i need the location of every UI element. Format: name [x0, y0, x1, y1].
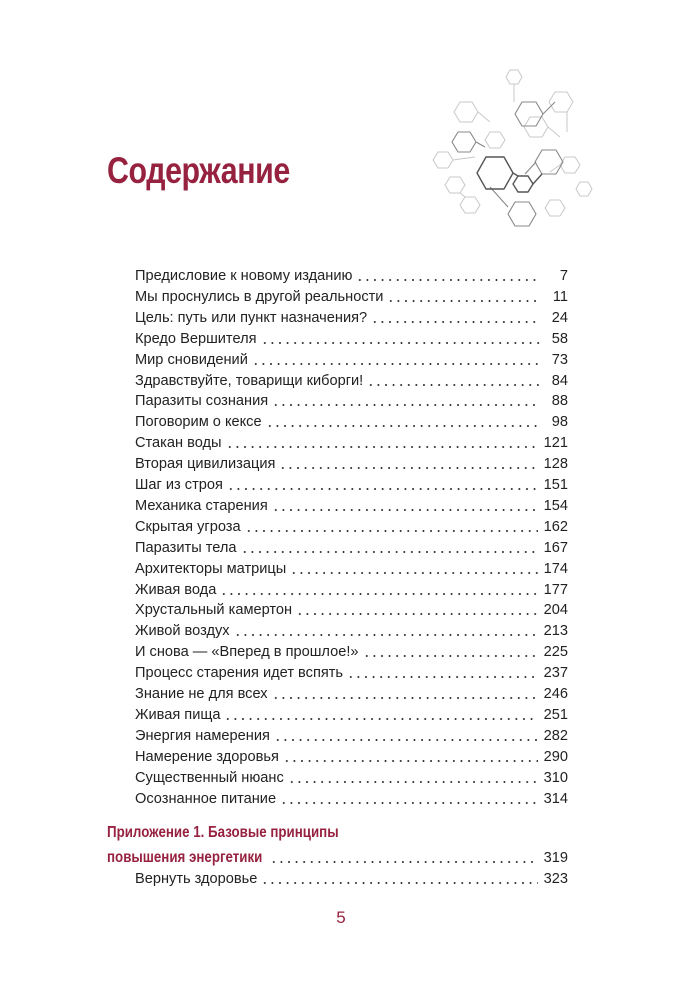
toc-entry[interactable]: [135, 765, 568, 787]
toc-entry-title: Осознанное питание: [135, 791, 277, 807]
dot-leader: [224, 718, 537, 720]
toc-entry[interactable]: [135, 618, 568, 640]
toc-entry-page: 246: [543, 686, 568, 702]
toc-entry-page: 58: [551, 331, 568, 347]
toc-entry-title: Паразиты сознания: [135, 393, 269, 409]
toc-entry-page: 225: [543, 644, 568, 660]
toc-entry-title: Здравствуйте, товарищи киборги!: [135, 373, 364, 389]
toc-entry[interactable]: [135, 409, 568, 431]
toc-entry-title: Кредо Вершителя: [135, 331, 257, 347]
toc-entry[interactable]: [135, 388, 568, 410]
toc-entry-page: 310: [543, 770, 568, 786]
toc-entry-page: 237: [543, 665, 568, 681]
toc-entry-page: 162: [543, 519, 568, 535]
dot-leader: [387, 300, 540, 302]
toc-entry-page: 73: [551, 352, 568, 368]
toc-entry-page: 213: [543, 623, 568, 639]
dot-leader: [272, 509, 538, 511]
toc-entry-title: Живая пища: [135, 707, 221, 723]
toc-entry-title: Процесс старения идет вспять: [135, 665, 344, 681]
appendix-title-line1: Приложение 1. Базовые принципы: [107, 824, 339, 841]
appendix-entry[interactable]: [107, 845, 568, 867]
toc-entry[interactable]: [135, 326, 568, 348]
toc-entry-page: 128: [543, 456, 568, 472]
toc-entry[interactable]: [135, 451, 568, 473]
appendix-sub-entry-title: Вернуть здоровье: [135, 871, 258, 887]
toc-entry-title: Стакан воды: [135, 435, 222, 451]
toc-entry-page: 167: [543, 540, 568, 556]
dot-leader: [266, 425, 540, 427]
toc-entry-title: Поговорим о кексе: [135, 414, 262, 430]
page-title: Содержание: [107, 150, 290, 191]
toc-entry[interactable]: [135, 263, 568, 285]
toc-entry-title: Мир сновидений: [135, 352, 248, 368]
toc-entry-page: 174: [543, 561, 568, 577]
toc-entry[interactable]: [135, 786, 568, 808]
toc-entry[interactable]: [135, 577, 568, 599]
toc-entry-title: Намерение здоровья: [135, 749, 279, 765]
toc-entry-title: Вторая цивилизация: [135, 456, 276, 472]
toc-entry[interactable]: [135, 535, 568, 557]
dot-leader: [226, 446, 538, 448]
toc-entry-page: 98: [551, 414, 568, 430]
dot-leader: [234, 634, 538, 636]
toc-entry[interactable]: [135, 305, 568, 327]
toc-entry-title: Знание не для всех: [135, 686, 268, 702]
toc-entry-page: 282: [543, 728, 568, 744]
toc-entry-page: 151: [543, 477, 568, 493]
toc-entry-title: Хрустальный камертон: [135, 602, 293, 618]
toc-entry-page: 251: [543, 707, 568, 723]
dot-leader: [252, 363, 540, 365]
toc-entry[interactable]: [135, 514, 568, 536]
toc-entry-page: 24: [551, 310, 568, 326]
dot-leader: [245, 530, 538, 532]
toc-entry-page: 204: [543, 602, 568, 618]
toc-entry[interactable]: [135, 639, 568, 661]
toc-entry[interactable]: [135, 597, 568, 619]
toc-entry[interactable]: [135, 723, 568, 745]
dot-leader: [270, 861, 538, 863]
toc-entry[interactable]: [135, 556, 568, 578]
appendix-sub-entry[interactable]: [135, 866, 568, 888]
dot-leader: [220, 593, 537, 595]
toc-entry[interactable]: [135, 681, 568, 703]
dot-leader: [283, 760, 538, 762]
toc-entry-title: Шаг из строя: [135, 477, 223, 493]
toc-entry-title: И снова — «Вперед в прошлое!»: [135, 644, 359, 660]
toc-entry[interactable]: [135, 744, 568, 766]
dot-leader: [280, 802, 538, 804]
dot-leader: [261, 882, 537, 884]
toc-entry-title: Предисловие к новому изданию: [135, 268, 353, 284]
toc-entry-title: Существенный нюанс: [135, 770, 284, 786]
toc-entry-page: 121: [543, 435, 568, 451]
dot-leader: [296, 613, 538, 615]
toc-entry-title: Живой воздух: [135, 623, 230, 639]
dot-leader: [288, 781, 538, 783]
toc-entry-page: 11: [552, 289, 568, 305]
toc-entry[interactable]: [135, 493, 568, 515]
toc-entry-title: Архитекторы матрицы: [135, 561, 287, 577]
toc-entry[interactable]: [135, 284, 568, 306]
appendix-title-line2: повышения энергетики: [107, 849, 263, 866]
dot-leader: [261, 342, 541, 344]
toc-entry[interactable]: [135, 368, 568, 390]
dot-leader: [227, 488, 538, 490]
toc-entry[interactable]: [135, 430, 568, 452]
toc-entry-title: Механика старения: [135, 498, 268, 514]
dot-leader: [290, 572, 537, 574]
dot-leader: [241, 551, 538, 553]
dot-leader: [274, 739, 538, 741]
toc-entry[interactable]: [135, 660, 568, 682]
dot-leader: [347, 676, 538, 678]
toc-entry[interactable]: [135, 472, 568, 494]
toc-entry-title: Энергия намерения: [135, 728, 270, 744]
page-number: 5: [336, 908, 346, 927]
toc-entry-page: 88: [551, 393, 568, 409]
appendix-sub-entry-page: 323: [543, 871, 568, 887]
toc-entry-page: 7: [559, 268, 568, 284]
dot-leader: [371, 321, 540, 323]
dot-leader: [279, 467, 537, 469]
toc-entry-title: Цель: путь или пункт назначения?: [135, 310, 368, 326]
toc-entry-title: Живая вода: [135, 582, 217, 598]
toc-entry-page: 290: [543, 749, 568, 765]
dot-leader: [356, 279, 540, 281]
dot-leader: [367, 384, 540, 386]
toc-entry-page: 177: [543, 582, 568, 598]
toc-entry[interactable]: [135, 347, 568, 369]
dot-leader: [272, 404, 540, 406]
toc-entry-title: Паразиты тела: [135, 540, 237, 556]
toc-entry[interactable]: [135, 702, 568, 724]
toc-entry-page: 154: [543, 498, 568, 514]
appendix-page: 319: [543, 850, 568, 866]
toc-entry-title: Мы проснулись в другой реальности: [135, 289, 384, 305]
dot-leader: [272, 697, 538, 699]
toc-entry-page: 84: [551, 373, 568, 389]
toc-entry-page: 314: [543, 791, 568, 807]
dot-leader: [363, 655, 538, 657]
toc-entry-title: Скрытая угроза: [135, 519, 241, 535]
